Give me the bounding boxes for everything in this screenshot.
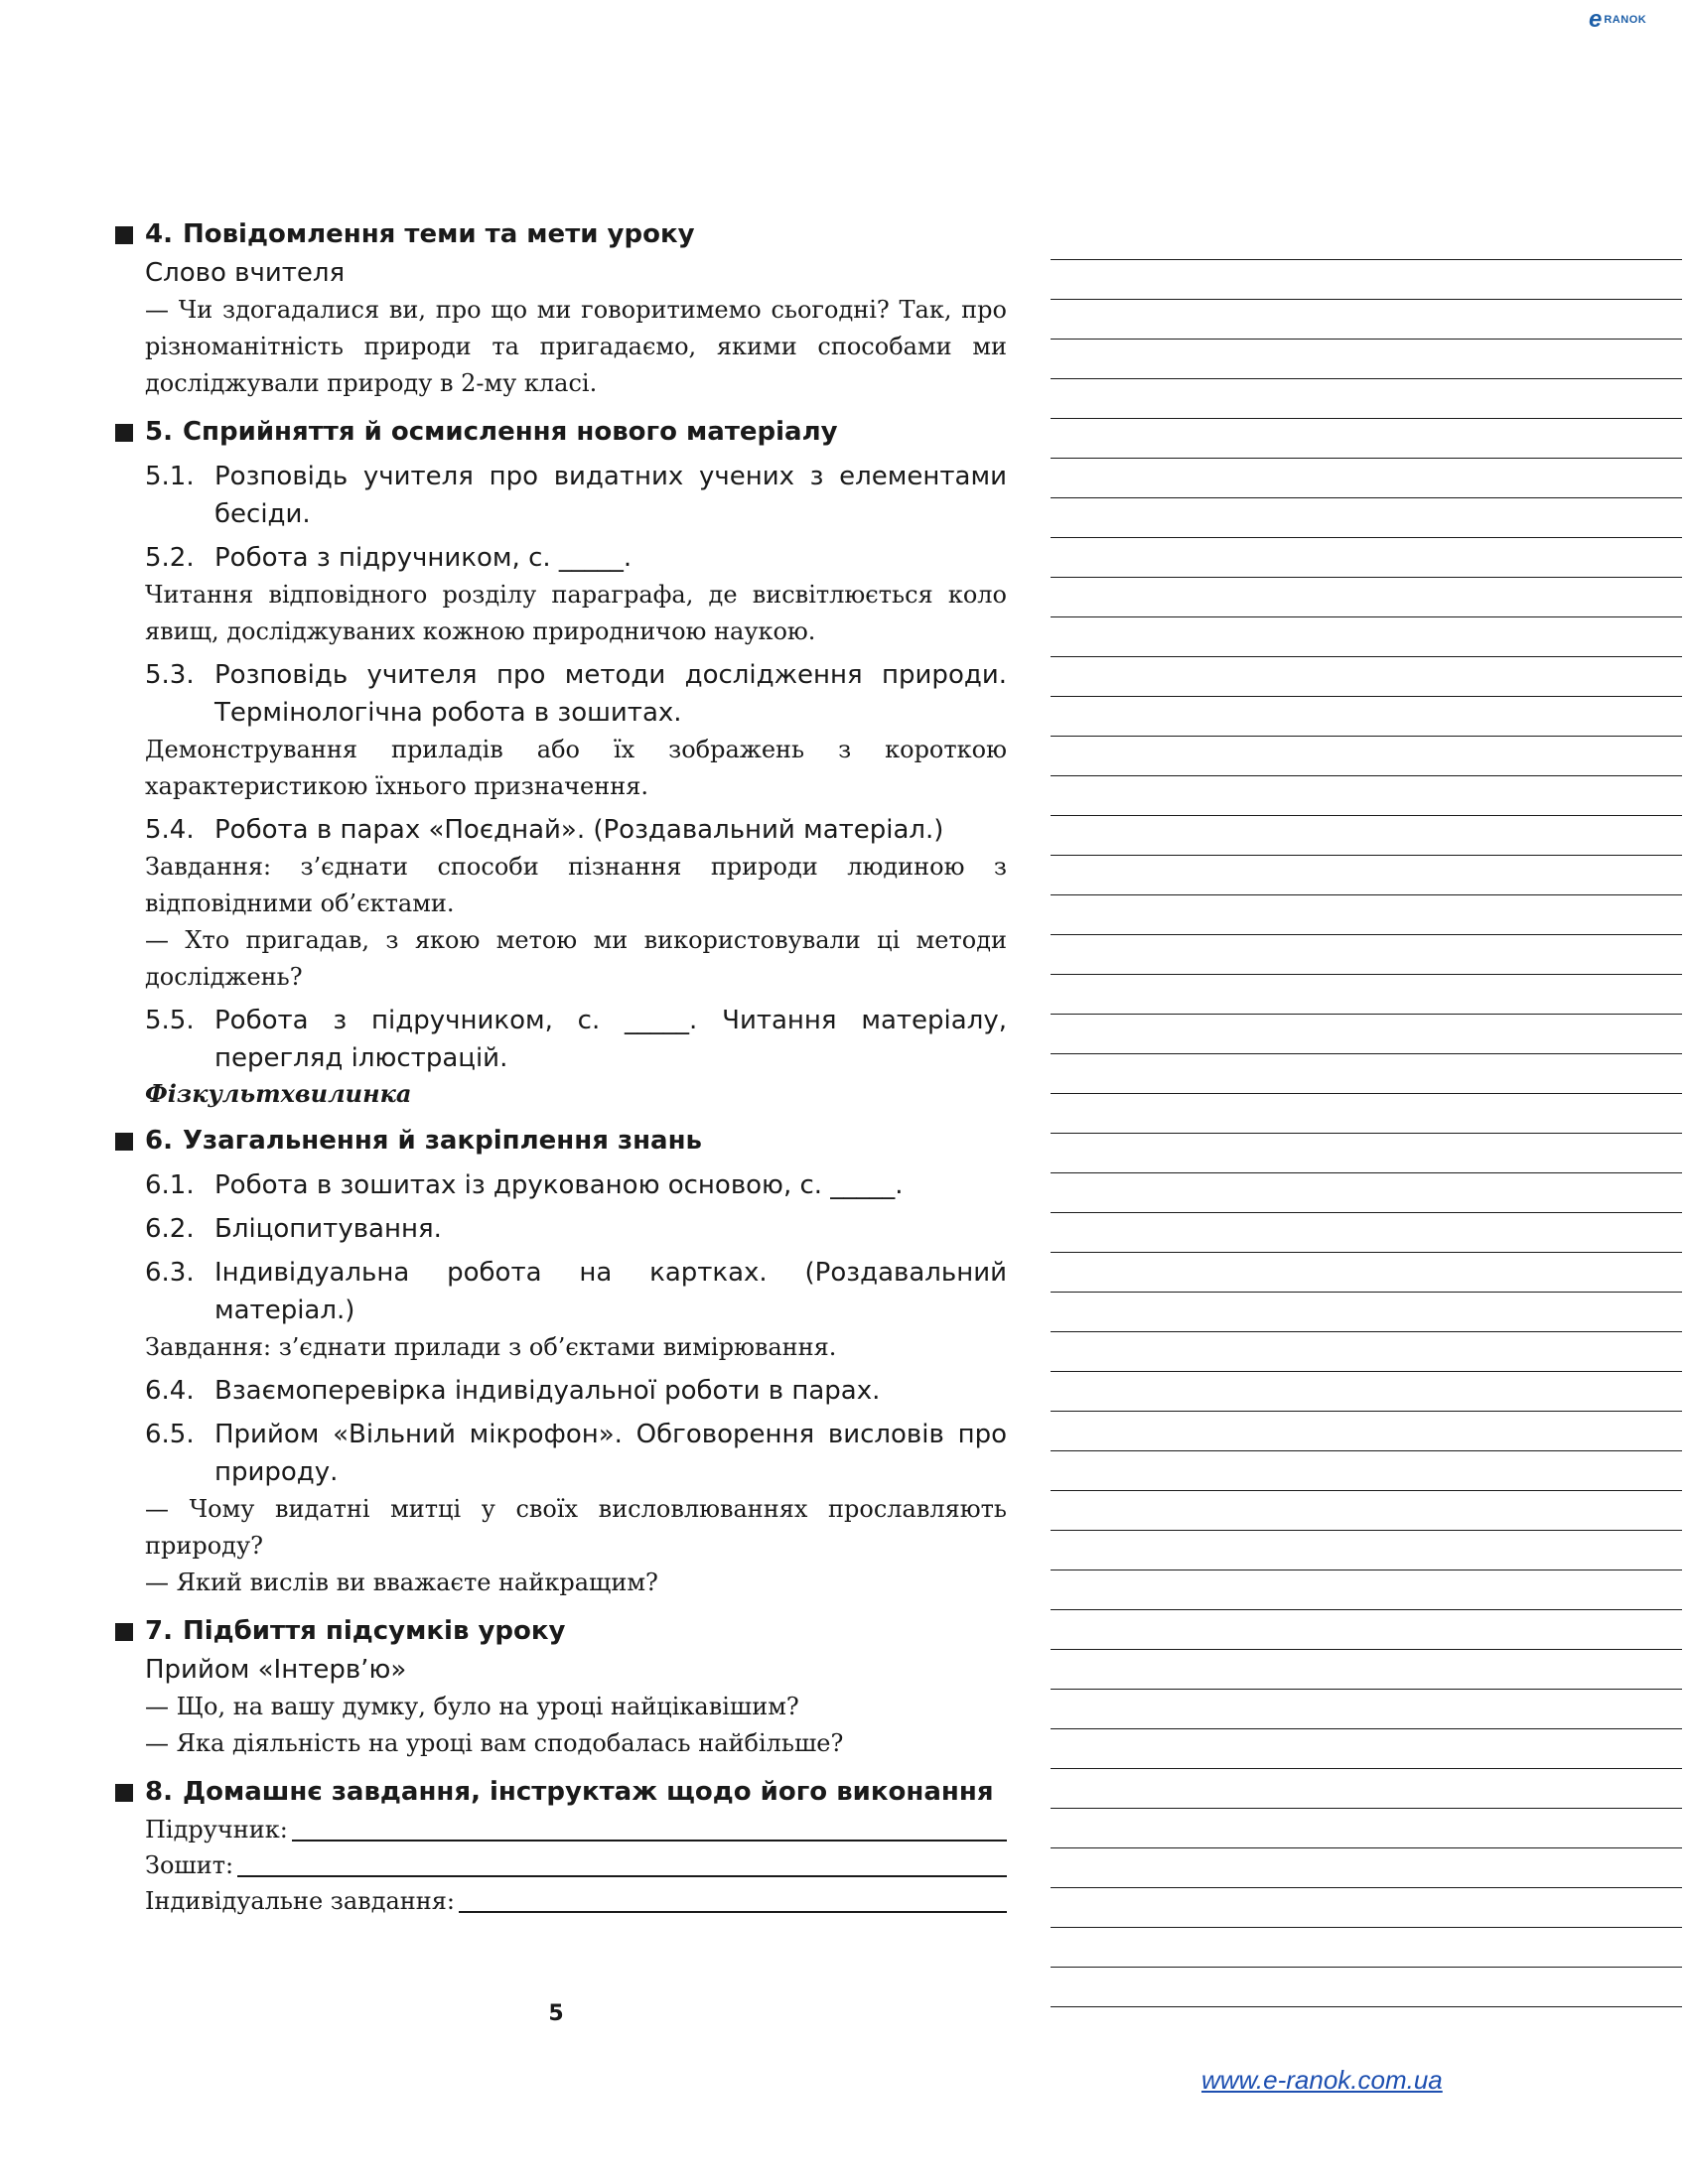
note-line[interactable] [1051, 379, 1682, 419]
note-line[interactable] [1051, 1412, 1682, 1451]
item-5-5 [113, 1002, 1007, 1077]
section-title: Повідомлення теми та мети уроку [182, 219, 695, 249]
notes-column [1051, 220, 1682, 2007]
note-line[interactable] [1051, 340, 1682, 379]
s5-paragraph-2: Читання відповідного розділу параграфа, де висвітлюється коло явищ, досліджуваних кожною природничою наукою. [145, 581, 1007, 645]
section-8-heading [113, 1772, 1007, 1812]
note-line[interactable] [1051, 1928, 1682, 1968]
item-number: 5.5. [145, 1006, 195, 1035]
item-text: Взаємоперевірка індивідуальної роботи в парах. [214, 1376, 881, 1406]
homework-textbook-blank[interactable] [292, 1840, 1007, 1842]
note-line[interactable] [1051, 538, 1682, 578]
note-line[interactable] [1051, 1173, 1682, 1213]
note-line[interactable] [1051, 1015, 1682, 1054]
note-line[interactable] [1051, 1848, 1682, 1888]
square-bullet-icon [115, 424, 133, 442]
section-number: 4. [145, 219, 173, 249]
item-text: Розповідь учителя про методи дослідження природи. Термінологічна робота в зошитах. [214, 660, 1007, 728]
item-number: 5.2. [145, 543, 195, 573]
note-line[interactable] [1051, 1134, 1682, 1173]
note-line[interactable] [1051, 856, 1682, 895]
item-number: 5.4. [145, 815, 195, 845]
note-line[interactable] [1051, 1729, 1682, 1769]
note-line[interactable] [1051, 498, 1682, 538]
section-title: Сприйняття й осмислення нового матеріалу [182, 417, 838, 447]
item-number: 6.1. [145, 1170, 195, 1200]
section-6-heading [113, 1121, 1007, 1160]
s6-paragraph-3: Завдання: з’єднати прилади з об’єктами вимірювання. [145, 1333, 837, 1361]
item-5-4 [113, 811, 1007, 849]
square-bullet-icon [115, 1784, 133, 1802]
note-line[interactable] [1051, 895, 1682, 935]
square-bullet-icon [115, 1623, 133, 1641]
lesson-content [113, 205, 1007, 1919]
physical-break-label: Фізкультхвилинка [145, 1079, 412, 1108]
note-line[interactable] [1051, 419, 1682, 459]
note-line[interactable] [1051, 1531, 1682, 1570]
section-title: Підбиття підсумків уроку [182, 1616, 566, 1646]
note-line[interactable] [1051, 1968, 1682, 2007]
homework-textbook-line [113, 1812, 1007, 1847]
note-line[interactable] [1051, 1888, 1682, 1928]
s5-paragraph-3: Демонстрування приладів або їх зображень з короткою характеристикою їхнього призначення. [145, 736, 1007, 800]
item-5-2 [113, 539, 1007, 577]
item-text: Прийом «Вільний мікрофон». Обговорення висловів про природу. [214, 1420, 1007, 1487]
homework-individual-blank[interactable] [459, 1911, 1007, 1913]
section-4-heading [113, 214, 1007, 254]
homework-notebook-blank[interactable] [237, 1875, 1007, 1877]
logo-mark: e [1589, 6, 1603, 33]
item-6-5 [113, 1416, 1007, 1491]
s5-paragraph-4a: Завдання: з’єднати способи пізнання природи людиною з відповідними об’єктами. [145, 853, 1007, 917]
item-5-1 [113, 458, 1007, 533]
note-line[interactable] [1051, 220, 1682, 260]
note-line[interactable] [1051, 1769, 1682, 1809]
section-5-heading [113, 412, 1007, 452]
homework-textbook-label: Підручник: [145, 1816, 288, 1843]
item-6-1 [113, 1166, 1007, 1204]
note-line[interactable] [1051, 657, 1682, 697]
publisher-logo [1589, 6, 1684, 34]
section-number: 6. [145, 1126, 173, 1156]
homework-individual-label: Індивідуальне завдання: [145, 1887, 455, 1915]
note-line[interactable] [1051, 1570, 1682, 1610]
note-line[interactable] [1051, 1809, 1682, 1848]
section-number: 8. [145, 1777, 173, 1807]
note-line[interactable] [1051, 1213, 1682, 1253]
note-line[interactable] [1051, 617, 1682, 657]
note-line[interactable] [1051, 1054, 1682, 1094]
page-number: 5 [548, 2001, 564, 2026]
item-6-4 [113, 1372, 1007, 1410]
square-bullet-icon [115, 226, 133, 244]
s4-subtitle: Слово вчителя [145, 258, 346, 288]
item-text: Робота з підручником, с. _____. [214, 543, 633, 573]
logo-text: RANOK [1604, 14, 1647, 26]
note-line[interactable] [1051, 459, 1682, 498]
item-number: 6.2. [145, 1214, 195, 1244]
item-number: 5.1. [145, 462, 195, 491]
item-text: Робота з підручником, с. _____. Читання матеріалу, перегляд ілюстрацій. [214, 1006, 1007, 1073]
item-number: 5.3. [145, 660, 195, 690]
note-line[interactable] [1051, 1690, 1682, 1729]
note-line[interactable] [1051, 697, 1682, 737]
s5-paragraph-4b: — Хто пригадав, з якою метою ми використовували ці методи досліджень? [145, 926, 1007, 991]
note-line[interactable] [1051, 975, 1682, 1015]
note-line[interactable] [1051, 260, 1682, 300]
note-line[interactable] [1051, 1293, 1682, 1332]
item-6-2 [113, 1210, 1007, 1248]
square-bullet-icon [115, 1133, 133, 1151]
note-line[interactable] [1051, 816, 1682, 856]
item-text: Робота в зошитах із друкованою основою, с. _____. [214, 1170, 904, 1200]
s7-subtitle: Прийом «Інтерв’ю» [145, 1655, 407, 1685]
s6-paragraph-5a: — Чому видатні митці у своїх висловлюваннях прославляють природу? [145, 1495, 1007, 1560]
section-7-heading [113, 1611, 1007, 1651]
note-line[interactable] [1051, 1253, 1682, 1293]
item-number: 6.5. [145, 1420, 195, 1449]
homework-notebook-label: Зошит: [145, 1851, 234, 1879]
item-number: 6.4. [145, 1376, 195, 1406]
s6-paragraph-5b: — Який вислів ви вважаєте найкращим? [145, 1569, 658, 1596]
note-line[interactable] [1051, 1372, 1682, 1412]
note-line[interactable] [1051, 1094, 1682, 1134]
note-line[interactable] [1051, 1650, 1682, 1690]
s7-question-1: — Що, на вашу думку, було на уроці найцікавішим? [145, 1693, 799, 1720]
item-number: 6.3. [145, 1258, 195, 1288]
section-title: Узагальнення й закріплення знань [182, 1126, 702, 1156]
item-text: Індивідуальна робота на картках. (Роздавальний матеріал.) [214, 1258, 1007, 1325]
website-link[interactable]: www.e-ranok.com.ua [1201, 2065, 1443, 2095]
item-text: Робота в парах «Поєднай». (Роздавальний матеріал.) [214, 815, 944, 845]
note-line[interactable] [1051, 300, 1682, 340]
section-number: 7. [145, 1616, 173, 1646]
item-6-3 [113, 1254, 1007, 1329]
s7-question-2: — Яка діяльність на уроці вам сподобалась найбільше? [145, 1729, 844, 1757]
section-title: Домашнє завдання, інструктаж щодо його виконання [182, 1777, 994, 1807]
item-text: Бліцопитування. [214, 1214, 442, 1244]
item-text: Розповідь учителя про видатних учених з елементами бесіди. [214, 462, 1007, 529]
homework-notebook-line [113, 1847, 1007, 1883]
s4-paragraph: — Чи здогадалися ви, про що ми говоритимемо сьогодні? Так, про різноманітність природи та пригадаємо, якими способами ми досліджували природу в 2-му класі. [145, 296, 1007, 397]
note-line[interactable] [1051, 1451, 1682, 1491]
note-line[interactable] [1051, 1610, 1682, 1650]
note-line[interactable] [1051, 935, 1682, 975]
homework-individual-line [113, 1883, 1007, 1919]
item-5-3 [113, 656, 1007, 732]
note-line[interactable] [1051, 776, 1682, 816]
section-number: 5. [145, 417, 173, 447]
note-line[interactable] [1051, 1332, 1682, 1372]
note-line[interactable] [1051, 578, 1682, 617]
note-line[interactable] [1051, 1491, 1682, 1531]
note-line[interactable] [1051, 737, 1682, 776]
